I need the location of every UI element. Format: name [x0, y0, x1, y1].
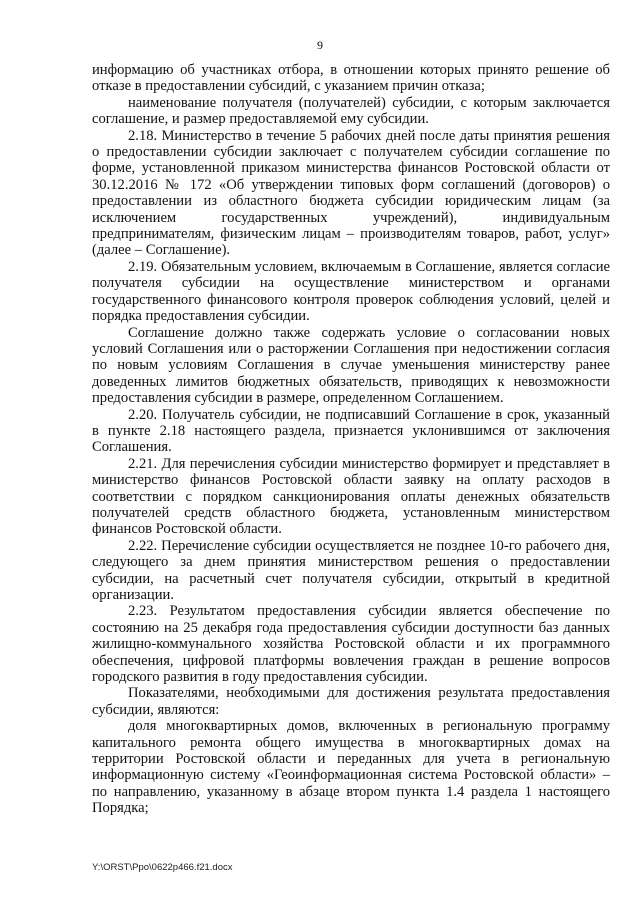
paragraph-2-22: 2.22. Перечисление субсидии осуществляется не позднее 10-го рабочего дня, следующего за днем принятия министерством решения о предоставлении субсидии, на расчетный счет получателя субсидии, открытый в кредитной организации. — [92, 537, 610, 603]
paragraph: информацию об участниках отбора, в отношении которых принято решение об отказе в предоставлении субсидий, с указанием причин отказа; — [92, 62, 610, 95]
paragraph-2-19: 2.19. Обязательным условием, включаемым в Соглашение, является согласие получателя субсидии на осуществление министерством и органами государственного финансового контроля проверок соблюдения условий, целей и порядка предоставления субсидии. — [92, 258, 610, 325]
paragraph: Соглашение должно также содержать условие о согласовании новых условий Соглашения или о расторжении Соглашения при недостижении согласия по новым условиям Соглашения в случае уменьшения министерству ранее доведенных лимитов бюджетных обязательств, приводящих к невозможности предоставления субсидии в размере, определенном Соглашением. — [92, 324, 610, 407]
page-number: 9 — [317, 38, 323, 52]
paragraph: доля многоквартирных домов, включенных в региональную программу капитального ремонта общего имущества в многоквартирных домах на территории Ростовской области и переданных для учета в региональную информационную систему «Геоинформационная система Ростовской области» – по направлению, указанному в абзаце втором пункта 1.4 раздела 1 настоящего Порядка; — [92, 718, 610, 817]
file-path-footer: Y:\ORST\Ppo\0622p466.f21.docx — [92, 862, 233, 873]
paragraph-2-20: 2.20. Получатель субсидии, не подписавший Соглашение в срок, указанный в пункте 2.18 настоящего раздела, признается уклонившимся от заключения Соглашения. — [92, 406, 610, 456]
paragraph-2-18: 2.18. Министерство в течение 5 рабочих дней после даты принятия решения о предоставлении субсидии заключает с получателем субсидии соглашение по форме, установленной приказом министерства финансов Ростовской области от 30.12.2016 № 172 «Об утверждении типовых форм соглашений (договоров) о предоставлении из областного бюджета субсидии юридическим лицам (за исключением государственных учреждений), индивидуальным предпринимателям, физическим лицам – производителям товаров, работ, услуг» (далее – Соглашение). — [92, 127, 610, 259]
paragraph: Показателями, необходимыми для достижения результата предоставления субсидии, являются: — [92, 685, 610, 718]
document-body — [92, 62, 610, 817]
paragraph-2-21: 2.21. Для перечисления субсидии министерство формирует и представляет в министерство финансов Ростовской области заявку на оплату расходов в соответствии с порядком санкционирования оплаты денежных обязательств получателей средств областного бюджета, установленным министерством финансов Ростовской области. — [92, 455, 610, 538]
paragraph-2-23: 2.23. Результатом предоставления субсидии является обеспечение по состоянию на 25 декабря года предоставления субсидии доступности баз данных жилищно-коммунального хозяйства Ростовской области и их программного обеспечения, цифровой платформы вовлечения граждан в решение вопросов городского развития в году предоставления субсидии. — [92, 603, 610, 686]
paragraph: наименование получателя (получателей) субсидии, с которым заключается соглашение, и размер предоставляемой ему субсидии. — [92, 94, 610, 128]
